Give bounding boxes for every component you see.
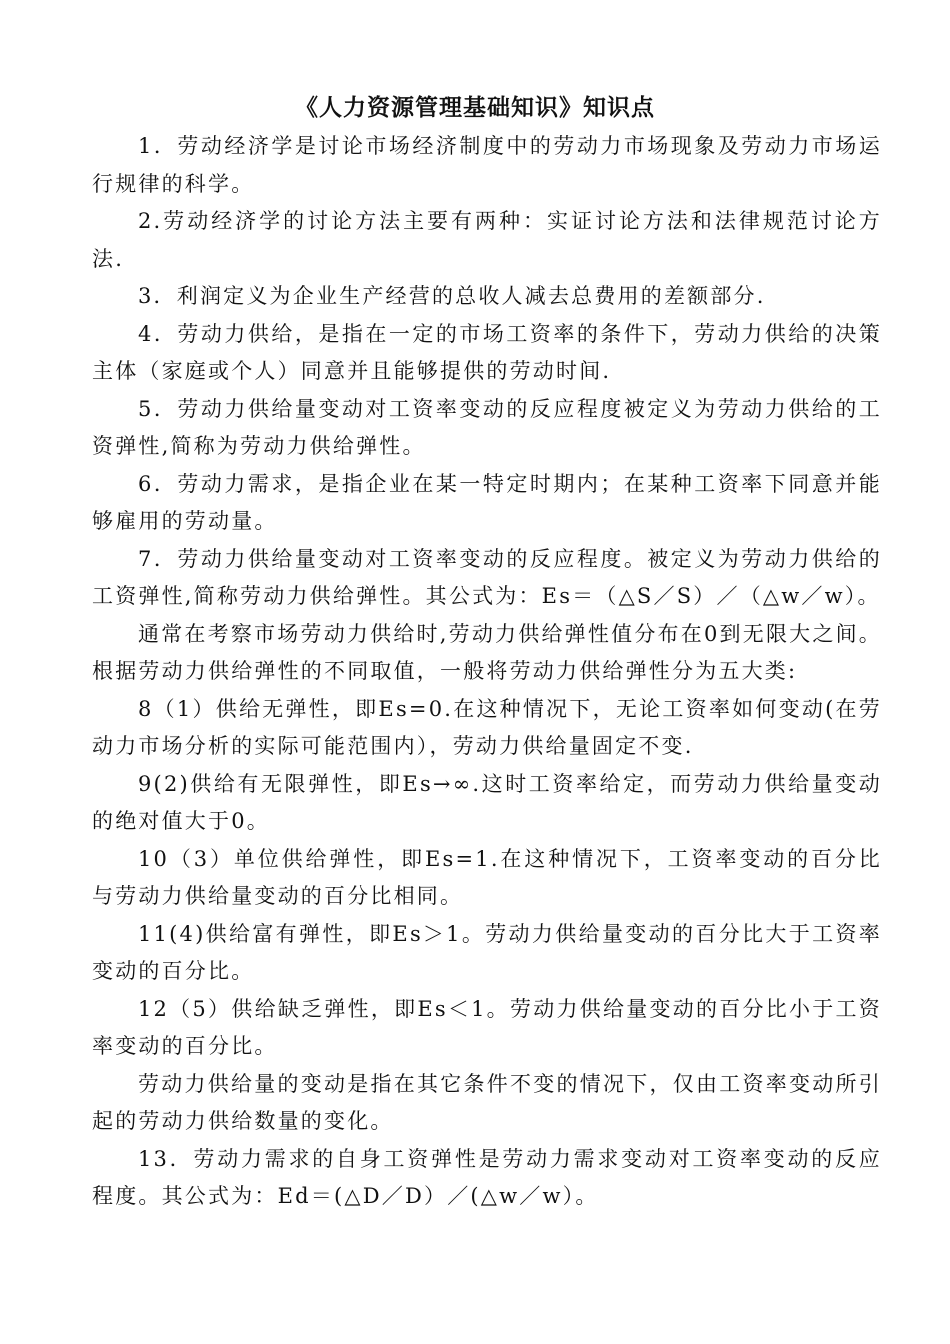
paragraph-12: 12（5）供给缺乏弹性，即Es＜1。劳动力供给量变动的百分比小于工资率变动的百分比。 [92,996,882,1058]
paragraph-5: 5．劳动力供给量变动对工资率变动的反应程度被定义为劳动力供给的工资弹性,简称为劳动力供给弹性。 [92,396,882,458]
paragraph-4: 4．劳动力供给，是指在一定的市场工资率的条件下，劳动力供给的决策主体（家庭或个人）同意并且能够提供的劳动时间. [92,321,882,383]
paragraph-8: 8（1）供给无弹性，即Es=0.在这种情况下，无论工资率如何变动(在劳动力市场分析的实际可能范围内），劳动力供给量固定不变. [92,696,882,758]
document-body [92,128,882,1216]
paragraph-9: 9(2)供给有无限弹性，即Es→∞.这时工资率给定，而劳动力供给量变动的绝对值大于0。 [92,771,882,833]
paragraph-elasticity-intro: 通常在考察市场劳动力供给时,劳动力供给弹性值分布在0到无限大之间。根据劳动力供给弹性的不同取值，一般将劳动力供给弹性分为五大类: [92,621,882,683]
paragraph-1: 1．劳动经济学是讨论市场经济制度中的劳动力市场现象及劳动力市场运行规律的科学。 [92,134,882,196]
paragraph-3: 3．利润定义为企业生产经营的总收人减去总费用的差额部分. [138,284,766,308]
paragraph-13: 13．劳动力需求的自身工资弹性是劳动力需求变动对工资率变动的反应程度。其公式为：Ed＝(△D／D）／(△w／w）。 [92,1146,882,1208]
paragraph-11: 11(4)供给富有弹性，即Es＞1。劳动力供给量变动的百分比大于工资率变动的百分比。 [92,921,882,983]
paragraph-7: 7．劳动力供给量变动对工资率变动的反应程度。被定义为劳动力供给的工资弹性,简称劳动力供给弹性。其公式为：Es＝（△S／S）／（△w／w）。 [92,546,882,608]
paragraph-supply-change: 劳动力供给量的变动是指在其它条件不变的情况下，仅由工资率变动所引起的劳动力供给数量的变化。 [92,1071,882,1133]
document-title: 《人力资源管理基础知识》知识点 [295,94,655,121]
paragraph-10: 10（3）单位供给弹性，即Es=1.在这种情况下，工资率变动的百分比与劳动力供给量变动的百分比相同。 [92,846,882,908]
paragraph-6: 6．劳动力需求，是指企业在某一特定时期内；在某种工资率下同意并能够雇用的劳动量。 [92,471,882,533]
paragraph-2: 2.劳动经济学的讨论方法主要有两种：实证讨论方法和法律规范讨论方法. [92,209,882,271]
